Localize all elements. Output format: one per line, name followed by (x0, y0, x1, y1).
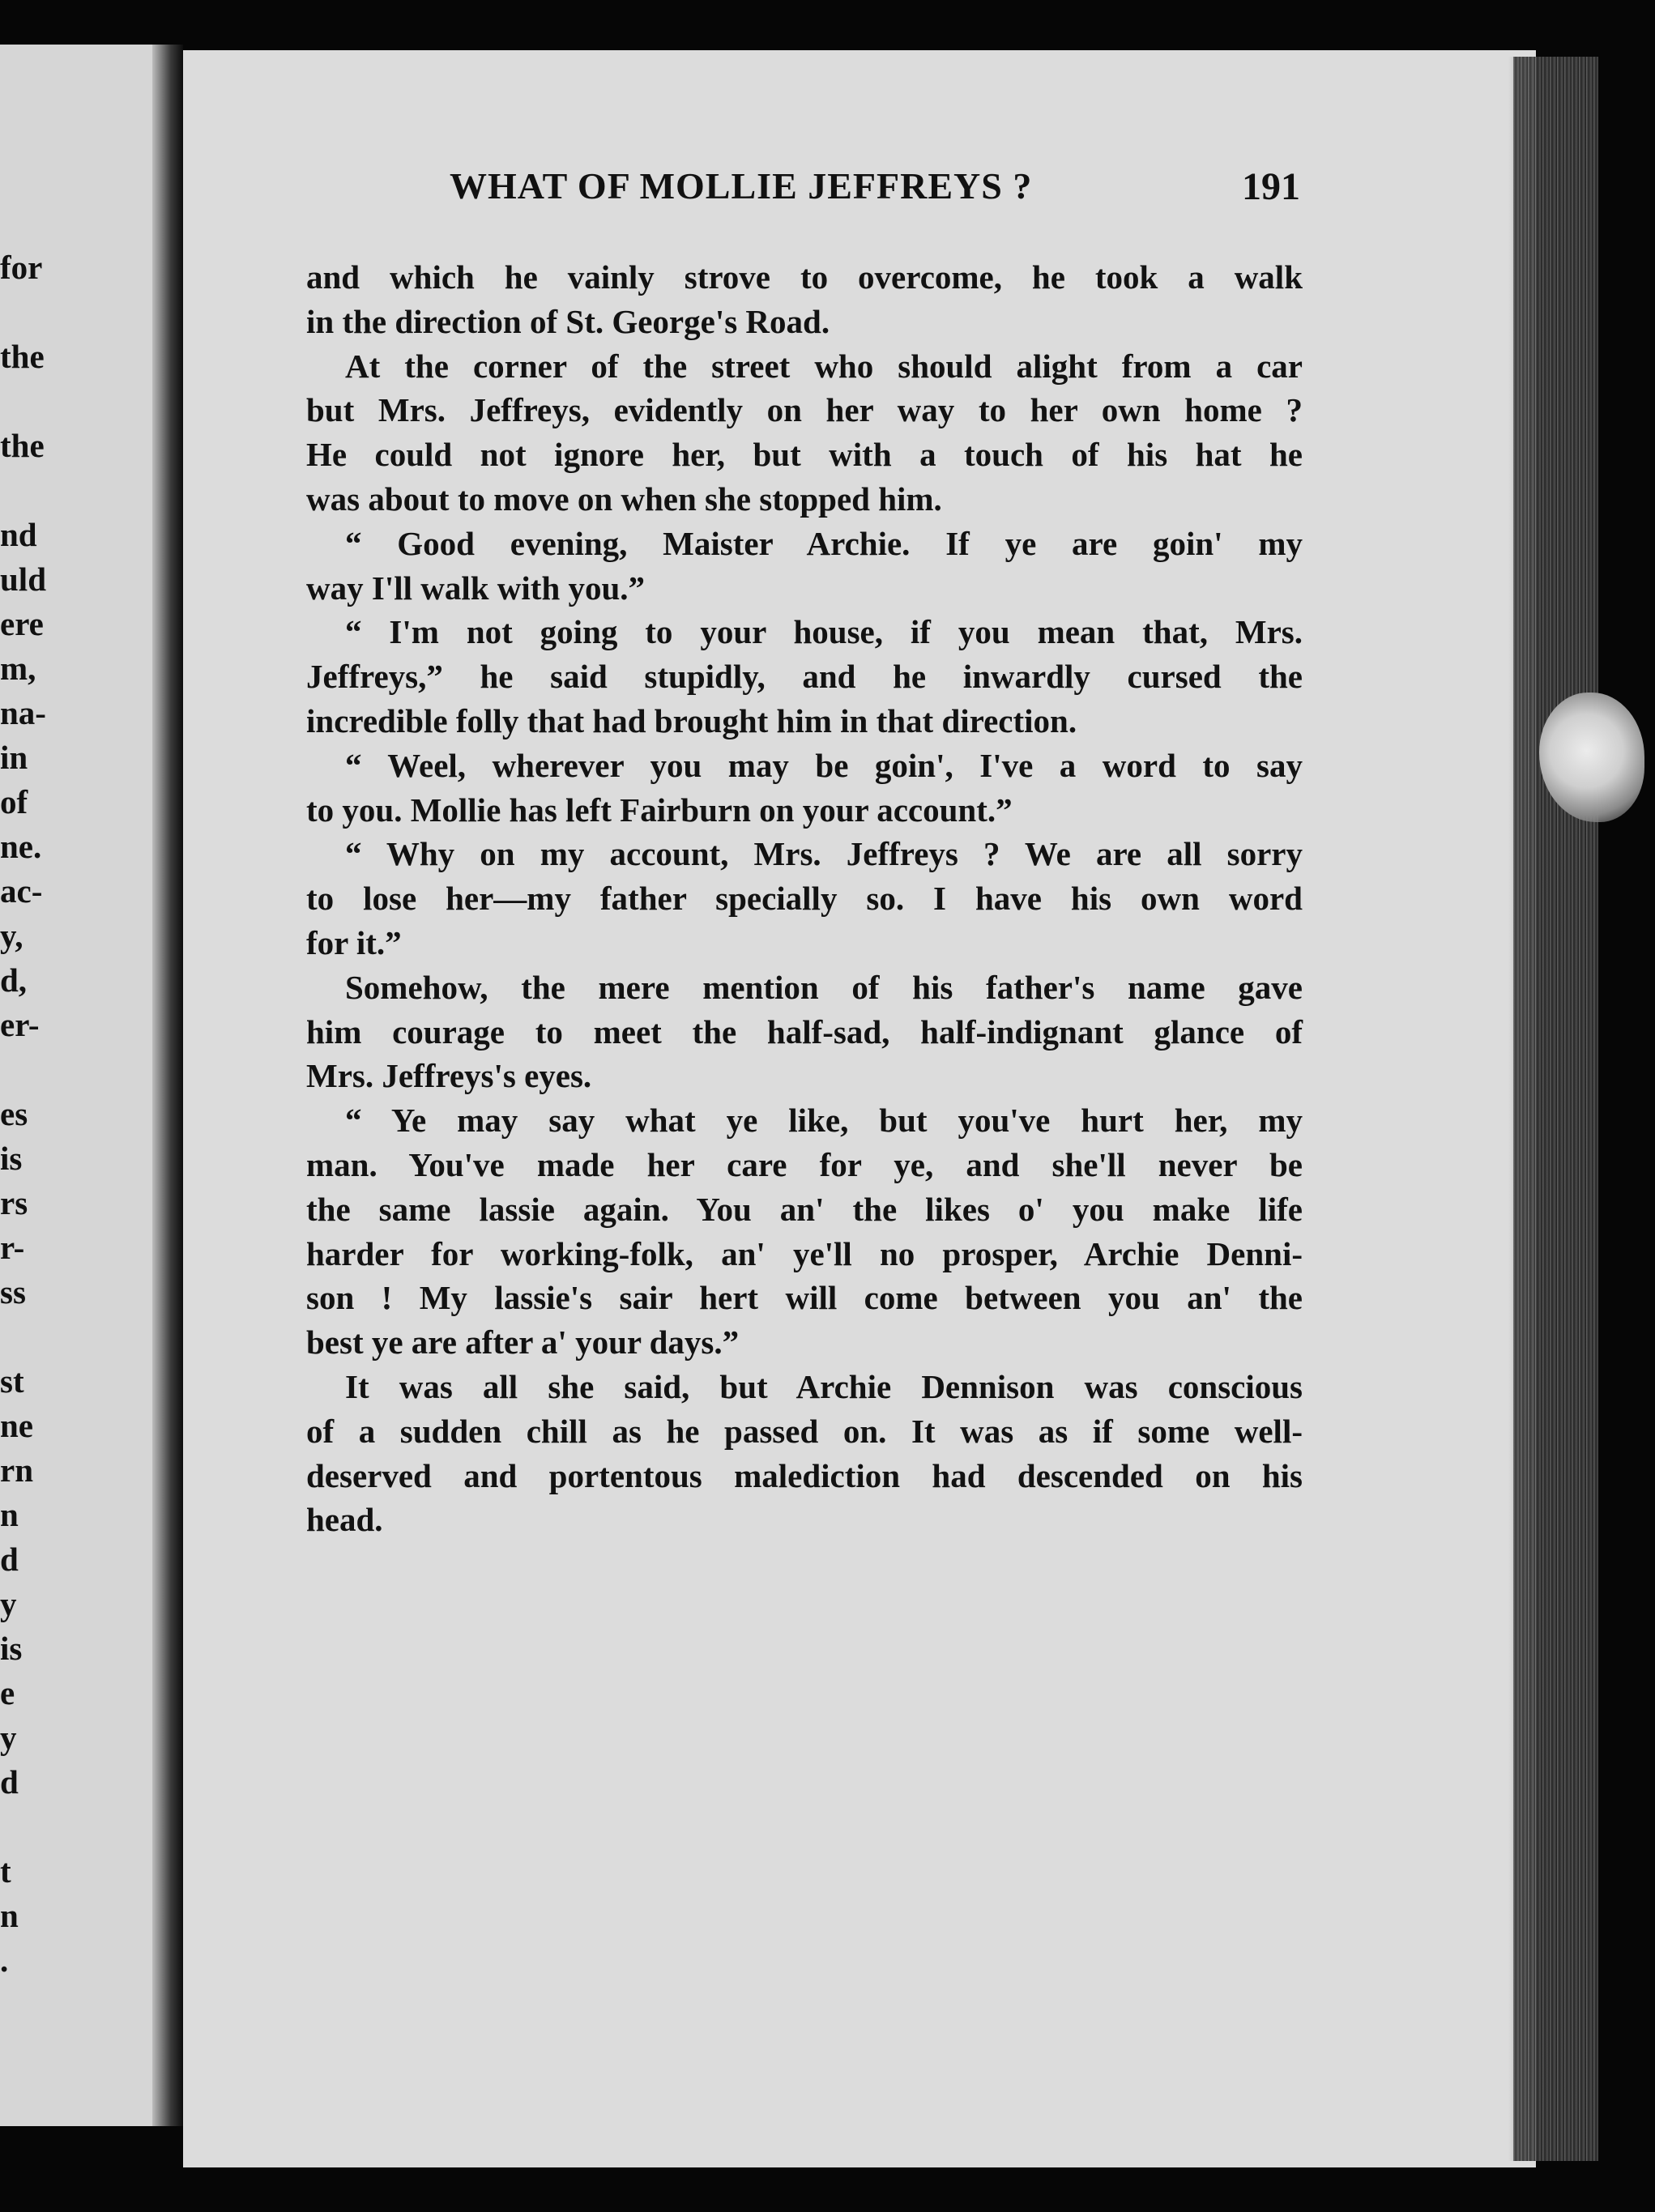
left-page-fragment: n (0, 1897, 19, 1934)
text-line: deserved and portentous malediction had descended on his (306, 1456, 1303, 1494)
text-line: him courage to meet the half-sad, half-indignant glance of (306, 1012, 1303, 1051)
left-page-fragment: d (0, 1541, 19, 1578)
text-line: way I'll walk with you.” (306, 569, 646, 607)
left-page-fragment: rn (0, 1451, 33, 1489)
left-page-fragment: d (0, 1763, 19, 1801)
left-page-fragment: d, (0, 961, 28, 999)
left-page-fragment: er- (0, 1006, 40, 1043)
text-line: best ye are after a' your days.” (306, 1323, 740, 1362)
left-page-fragment: the (0, 338, 45, 375)
text-line: of a sudden chill as he passed on. It was as if some well- (306, 1412, 1303, 1450)
left-page-fragment: st (0, 1362, 24, 1400)
left-page-fragment: rs (0, 1184, 28, 1221)
left-page-fragment: m, (0, 650, 36, 687)
text-line: Jeffreys,” he said stupidly, and he inwardly cursed the (306, 658, 1303, 696)
text-line: harder for working-folk, an' ye'll no prosper, Archie Denni- (306, 1234, 1303, 1272)
left-page-fragment: in (0, 739, 28, 776)
text-line: Somehow, the mere mention of his father's name gave (345, 968, 1303, 1006)
text-line: but Mrs. Jeffreys, evidently on her way to her own home ? (306, 391, 1303, 429)
text-line: to you. Mollie has left Fairburn on your account.” (306, 791, 1013, 829)
left-page-fragment: nd (0, 516, 37, 553)
text-line: incredible folly that had brought him in that direction. (306, 701, 1077, 739)
left-page-fragment: r- (0, 1229, 25, 1266)
left-page-fragment: ne (0, 1407, 33, 1444)
left-page-fragment: the (0, 427, 45, 464)
left-page-fragment: ac- (0, 872, 43, 910)
left-facing-page (0, 45, 172, 2126)
text-line: “ Good evening, Maister Archie. If ye are goin' my (345, 524, 1303, 562)
left-page-fragment: y (0, 1719, 17, 1756)
left-page-fragment: uld (0, 560, 46, 598)
left-page-fragment: ne. (0, 828, 42, 865)
text-line: for it.” (306, 923, 402, 961)
left-page-fragment: na- (0, 694, 46, 731)
text-line: to lose her—my father specially so. I have his own word (306, 880, 1303, 918)
text-line: He could not ignore her, but with a touch of his hat he (306, 436, 1303, 474)
left-page-fragment: e (0, 1674, 15, 1711)
text-line: “ Ye may say what ye like, but you've hurt her, my (345, 1102, 1303, 1140)
text-line: “ I'm not going to your house, if you mean that, Mrs. (345, 613, 1303, 651)
left-page-fragment: y (0, 1585, 17, 1622)
left-page-fragment: for (0, 249, 43, 286)
text-line: head. (306, 1501, 383, 1539)
text-line: Mrs. Jeffreys's eyes. (306, 1057, 592, 1095)
text-line: “ Weel, wherever you may be goin', I've a word to say (345, 746, 1303, 784)
text-line: man. You've made her care for ye, and she'll never be (306, 1145, 1303, 1183)
page-number: 191 (1242, 165, 1300, 208)
left-page-fragment: . (0, 1941, 9, 1979)
left-page-fragment: of (0, 783, 28, 820)
left-page-fragment: is (0, 1630, 23, 1667)
book-page-edges (1513, 57, 1598, 2161)
left-page-fragment: n (0, 1496, 19, 1533)
left-page-fragment: ss (0, 1273, 26, 1311)
text-line: and which he vainly strove to overcome, he took a walk (306, 258, 1303, 296)
text-line: was about to move on when she stopped him. (306, 479, 942, 518)
left-page-fragment: y, (0, 917, 23, 954)
left-page-fragment: ere (0, 605, 44, 642)
text-line: At the corner of the street who should alight from a car (345, 347, 1303, 385)
left-page-fragment: is (0, 1140, 23, 1177)
text-line: in the direction of St. George's Road. (306, 302, 830, 340)
running-head: WHAT OF MOLLIE JEFFREYS ? (450, 165, 1033, 207)
left-page-fragment: t (0, 1852, 11, 1890)
body-text (306, 255, 1303, 1542)
text-line: “ Why on my account, Mrs. Jeffreys ? We are all sorry (345, 835, 1303, 873)
left-page-fragment: es (0, 1095, 28, 1132)
book-gutter (152, 45, 183, 2126)
text-line: the same lassie again. You an' the likes o' you make life (306, 1190, 1303, 1228)
text-line: son ! My lassie's sair hert will come between you an' the (306, 1279, 1303, 1317)
text-line: It was all she said, but Archie Dennison was conscious (345, 1367, 1303, 1405)
